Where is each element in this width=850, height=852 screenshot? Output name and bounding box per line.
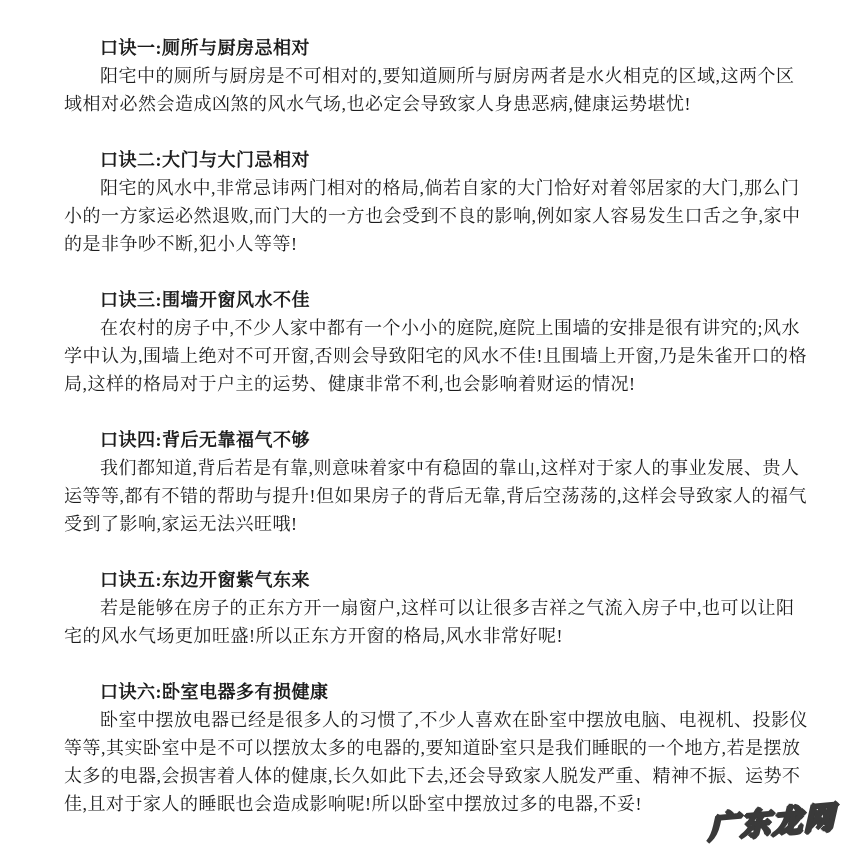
section-paragraph: 我们都知道,背后若是有靠,则意味着家中有稳固的靠山,这样对于家人的事业发展、贵人运等等,都有不错的帮助与提升!但如果房子的背后无靠,背后空荡荡的,这样会导致家人的福气受到了影响,家运无法兴旺哦!: [64, 458, 807, 534]
section-paragraph: 阳宅中的厕所与厨房是不可相对的,要知道厕所与厨房两者是水火相克的区域,这两个区域相对必然会造成凶煞的风水气场,也必定会导致家人身患恶病,健康运势堪忧!: [64, 66, 795, 114]
section-tip-1: [64, 34, 809, 118]
section-tip-5: [64, 566, 809, 650]
site-watermark: 广东龙网: [708, 801, 837, 846]
section-tip-2: [64, 146, 809, 258]
section-heading: 口诀六:卧室电器多有损健康: [100, 682, 329, 702]
section-tip-3: [64, 286, 809, 398]
section-heading: 口诀四:背后无靠福气不够: [100, 430, 310, 450]
section-heading: 口诀三:围墙开窗风水不佳: [100, 290, 310, 310]
section-tip-4: [64, 426, 809, 538]
section-tip-6: [64, 678, 809, 818]
section-paragraph: 若是能够在房子的正东方开一扇窗户,这样可以让很多吉祥之气流入房子中,也可以让阳宅的风水气场更加旺盛!所以正东方开窗的格局,风水非常好呢!: [64, 598, 795, 646]
feng-shui-article: [64, 34, 809, 818]
section-paragraph: 阳宅的风水中,非常忌讳两门相对的格局,倘若自家的大门恰好对着邻居家的大门,那么门小的一方家运必然退败,而门大的一方也会受到不良的影响,例如家人容易发生口舌之争,家中的是非争吵不断,犯小人等等!: [64, 178, 801, 254]
section-heading: 口诀五:东边开窗紫气东来: [100, 570, 310, 590]
section-heading: 口诀二:大门与大门忌相对: [100, 150, 310, 170]
section-heading: 口诀一:厕所与厨房忌相对: [100, 38, 310, 58]
section-paragraph: 在农村的房子中,不少人家中都有一个小小的庭院,庭院上围墙的安排是很有讲究的;风水学中认为,围墙上绝对不可开窗,否则会导致阳宅的风水不佳!且围墙上开窗,乃是朱雀开口的格局,这样的格局对于户主的运势、健康非常不利,也会影响着财运的情况!: [64, 318, 807, 394]
section-paragraph: 卧室中摆放电器已经是很多人的习惯了,不少人喜欢在卧室中摆放电脑、电视机、投影仪等等,其实卧室中是不可以摆放太多的电器的,要知道卧室只是我们睡眠的一个地方,若是摆放太多的电器,会损害着人体的健康,长久如此下去,还会导致家人脱发严重、精神不振、运势不佳,且对于家人的睡眠也会造成影响呢!所以卧室中摆放过多的电器,不妥!: [64, 710, 808, 814]
